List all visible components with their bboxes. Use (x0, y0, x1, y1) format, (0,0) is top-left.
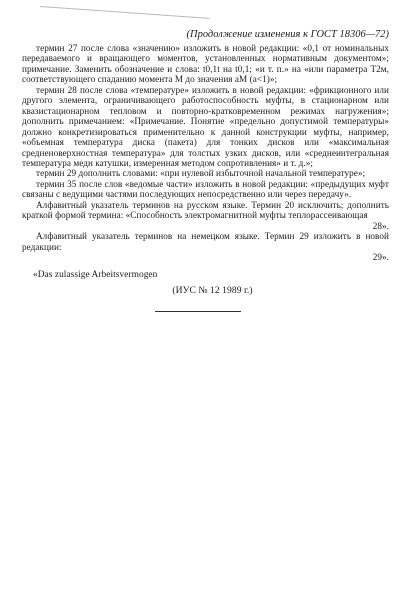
footer-divider (155, 311, 241, 312)
paragraph-term-35: термин 35 после слов «ведомые части» изложить в новой редакции: «предыдущих муфт связаны с ведущими частями последующих непосредственно или через передачу». (22, 178, 389, 200)
ius-reference: (ИУС № 12 1989 г.) (172, 284, 253, 296)
paragraph-term-28: термин 28 после слова «температуре» изложить в новой редакции: «фрикционного или другого элемента, ограничивающего работоспособность муфты, в стационарном или квазистационарном тепловом и повторно-кратковременном режимах нагружения»; дополнить примечанием: «Примечание. Понятие «предельно допустимой температуры» должно конкретизироваться применительно к данной конструкции муфты, например, «объемная температура диска (пакета) для тонких дисков или «максимальная средненоверхностная температура» для толстых узких дисков, или «среднеинтегральная температура медн катушки, измеренная методом сопротивления» и т. д.»; (22, 84, 389, 168)
paragraph-russian-index-number: 28». (372, 220, 389, 231)
paragraph-term-29: термин 29 дополнить словами: «при нулевой избыточной начальной температуре»; (36, 168, 366, 179)
paragraph-german-index-number: 29». (372, 252, 389, 263)
page-header: (Продолжение изменения к ГОСТ 18306—72) (186, 29, 389, 40)
paragraph-russian-index: Алфавитный указатель терминов на русском языке. Термин 20 исключить; дополнить краткой формой термина: «Способность электромагнитной муфты теплорассеивающая (22, 199, 389, 221)
german-term-text: «Das zulassige Arbeitsvermogen (33, 269, 158, 280)
document-body (22, 43, 389, 312)
paragraph-term-27: термин 27 после слова «значению» изложить в новой редакции: «0,1 от номинальных передаваемого и вращающего моментов, установленных нормативным документом»; примечание. Заменить обозначение и слова: t0,1t на t0,1; «и т. п.» на «или параметра T2м, соответствующего спаданию момента M до значения аM (a<1)»; (22, 43, 389, 85)
paragraph-german-index: Алфавитный указатель терминов на немецком языке. Термин 29 изложить в новой редакции: (22, 231, 389, 252)
scan-artifact-line (40, 6, 210, 19)
